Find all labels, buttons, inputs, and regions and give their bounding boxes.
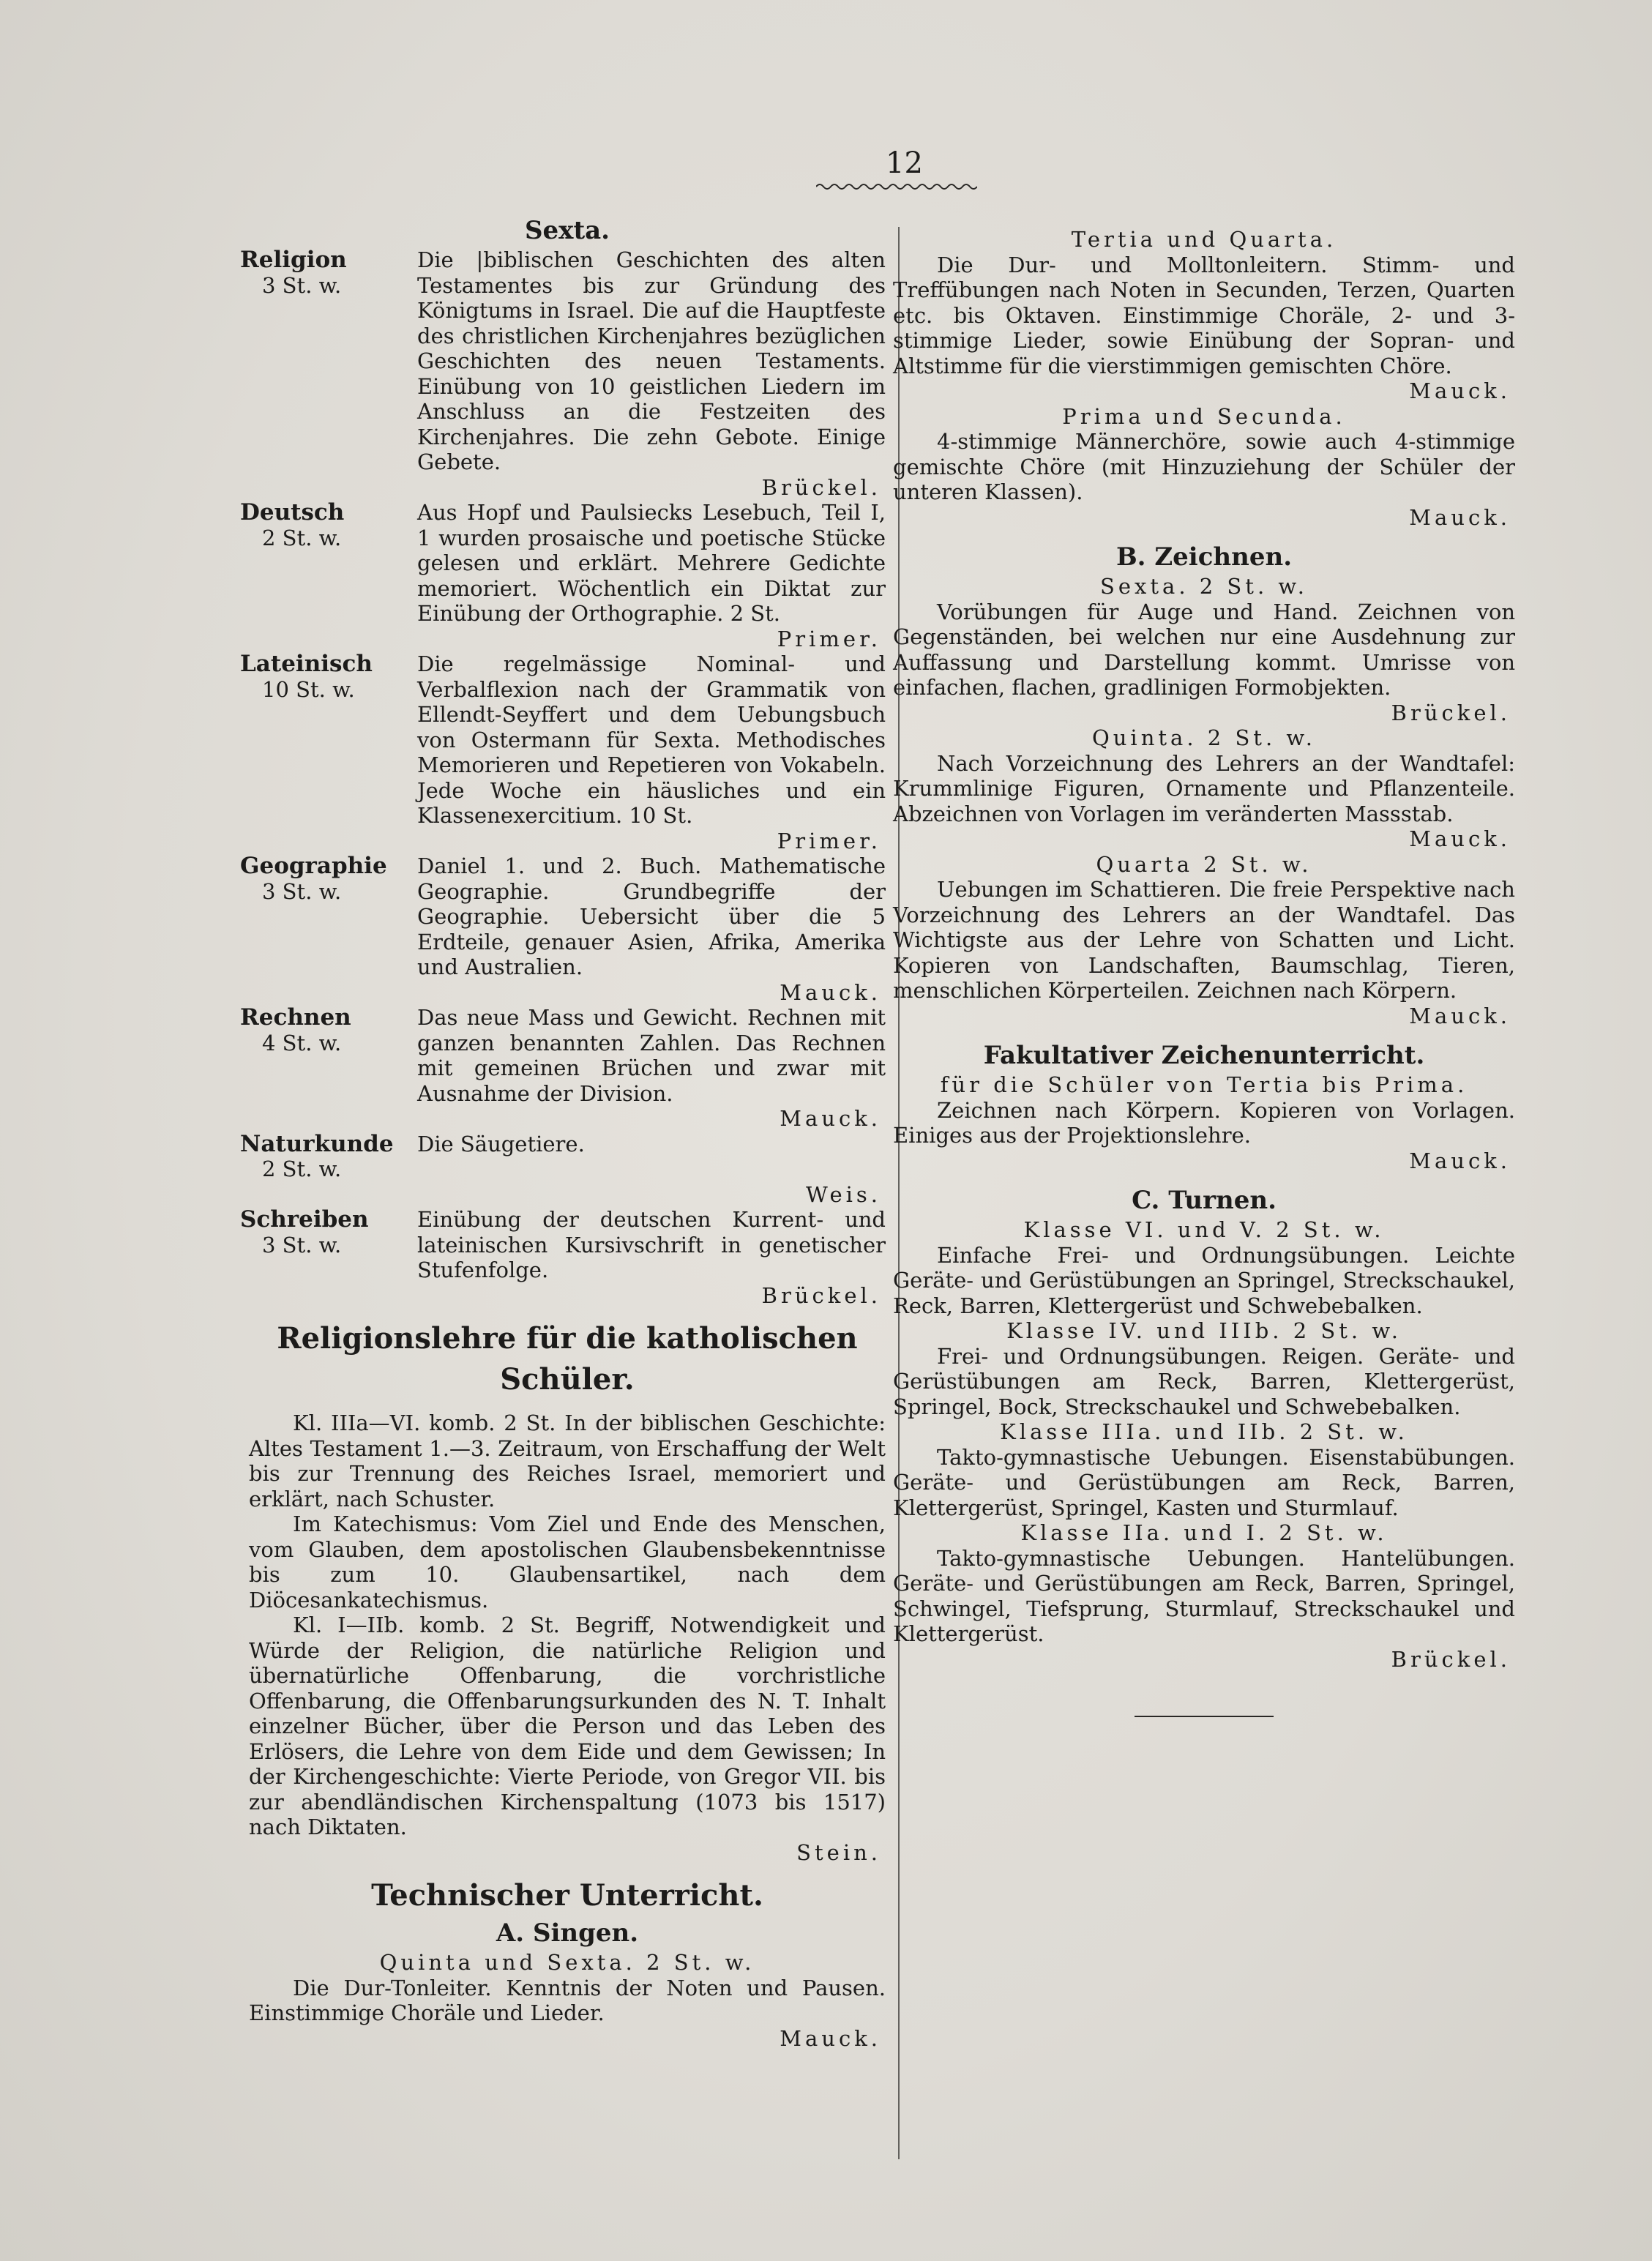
singing-text: Die Dur-Tonleiter. Kenntnis der Noten und Pausen. Einstimmige Choräle und Lieder. xyxy=(249,1975,886,2025)
drawing-quinta-text: Nach Vorzeichnung des Lehrers an der Wandtafel: Krummlinige Figuren, Ornamente und Pflanzenteile. Abzeichnen von Vorlagen im veränderten Massstab. xyxy=(893,750,1515,826)
technical-heading: Technischer Unterricht. xyxy=(371,1878,763,1913)
teacher-signature: Stein. xyxy=(796,1839,881,1865)
left-column xyxy=(240,214,886,2051)
subject-hours: 4 St. w. xyxy=(262,1030,342,1055)
subject-hours: 2 St. w. xyxy=(262,525,342,550)
gym-text: Frei- und Ordnungsübungen. Reigen. Geräte- und Gerüstübungen am Reck, Barren, Klettergerüst, Springel, Bock, Streckschaukel und Schwebebalken. xyxy=(893,1343,1515,1419)
end-rule xyxy=(1135,1716,1274,1717)
subject-name: Lateinisch xyxy=(240,651,373,677)
ornament-squiggle xyxy=(816,182,977,192)
gym-text: Takto-gymnastische Uebungen. Hantelübungen. Geräte- und Gerüstübungen am Reck, Barren, Springel, Schwingel, Tiefsprung, Sturmlauf, Streckschaukel und Klettergerüst. xyxy=(893,1545,1515,1646)
subject-religion xyxy=(240,247,886,475)
subject-name: Deutsch xyxy=(240,499,345,526)
teacher-signature: Mauck. xyxy=(1409,1003,1511,1028)
teacher-signature: Primer. xyxy=(777,828,881,853)
teacher-signature: Mauck. xyxy=(1409,504,1511,530)
teacher-signature: Brückel. xyxy=(1391,1646,1511,1672)
catholic-paragraph: Kl. IIIa—VI. komb. 2 St. In der biblischen Geschichte: Altes Testament 1.—3. Zeitraum, von Erschaffung der Welt bis zur Trennung des Reiches Israel, memoriert und erklärt, nach Schuster. xyxy=(249,1410,886,1511)
catholic-paragraph: Im Katechismus: Vom Ziel und Ende des Menschen, vom Glauben, dem apostolischen Glaubensbekenntnisse bis zum 10. Glaubensartikel, nach dem Diöcesankatechismus. xyxy=(249,1511,886,1612)
prima-subheading: Prima und Secunda. xyxy=(1062,403,1346,429)
subject-name: Religion xyxy=(240,247,347,273)
subject-geographie xyxy=(240,853,886,980)
subject-schreiben xyxy=(240,1206,886,1283)
drawing-quarta-text: Uebungen im Schattieren. Die freie Perspektive nach Vorzeichnung des Lehrers an der Wandtafel. Das Wichtigste aus der Lehre von Schatten und Licht. Kopieren von Landschaften, Baumschlag, Tieren, menschlichen Körperteilen. Zeichnen nach Körpern. xyxy=(893,877,1515,1003)
subject-text: Daniel 1. und 2. Buch. Mathematische Geographie. Grundbegriffe der Geographie. Uebersicht über die 5 Erdteile, genauer Asien, Afrika, Amerika und Australien. xyxy=(417,853,886,979)
gym-subheading: Klasse IIIa. und IIb. 2 St. w. xyxy=(1000,1419,1408,1444)
tertia-text: Die Dur- und Molltonleitern. Stimm- und Treffübungen nach Noten in Secunden, Terzen, Quarten etc. bis Oktaven. Einstimmige Choräle, 2- und 3-stimmige Lieder, sowie Einübung der Sopran- und Altstimme für die vierstimmigen gemischten Chöre. xyxy=(893,252,1515,378)
teacher-signature: Mauck. xyxy=(1409,826,1511,851)
subject-hours: 3 St. w. xyxy=(262,878,342,904)
gym-text: Einfache Frei- und Ordnungsübungen. Leichte Geräte- und Gerüstübungen an Springel, Streckschaukel, Reck, Barren, Klettergerüst und Schwebebalken. xyxy=(893,1242,1515,1318)
subject-deutsch xyxy=(240,499,886,627)
subject-text: Die regelmässige Nominal- und Verbalflexion nach der Grammatik von Ellendt-Seyffert und dem Uebungsbuch von Ostermann für Sexta. Methodisches Memorieren und Repetieren von Vokabeln. Jede Woche ein häusliches und ein Klassenexercitium. 10 St. xyxy=(417,651,886,828)
subject-hours: 10 St. w. xyxy=(262,676,355,702)
subject-rechnen xyxy=(240,1004,886,1106)
subject-name: Naturkunde xyxy=(240,1130,394,1157)
teacher-signature: Mauck. xyxy=(780,979,881,1005)
page-number: 12 xyxy=(886,146,923,180)
teacher-signature: Weis. xyxy=(806,1181,881,1207)
tertia-subheading: Tertia und Quarta. xyxy=(1071,227,1337,252)
subject-hours: 3 St. w. xyxy=(262,1232,342,1257)
gym-subheading: Klasse VI. und V. 2 St. w. xyxy=(1023,1217,1385,1242)
prima-text: 4-stimmige Männerchöre, sowie auch 4-stimmige gemischte Chöre (mit Hinzuziehung der Schüler der unteren Klassen). xyxy=(893,429,1515,504)
subject-name: Geographie xyxy=(240,853,387,879)
subject-name: Schreiben xyxy=(240,1206,369,1233)
drawing-quarta-subheading: Quarta 2 St. w. xyxy=(1096,851,1312,877)
teacher-signature: Primer. xyxy=(777,626,881,651)
catholic-paragraph: Kl. I—IIb. komb. 2 St. Begriff, Notwendigkeit und Würde der Religion, die natürliche Religion und übernatürliche Offenbarung, die vorchristliche Offenbarung, die Offenbarungsurkunden des N. T. Inhalt einzelner Bücher, über die Person und das Leben des Erlösers, die Lehre von dem Eide und dem Gewissen; In der Kirchengeschichte: Vierte Periode, von Gregor VII. bis zur abendländischen Kirchenspaltung (1073 bis 1517) nach Diktaten. xyxy=(249,1612,886,1839)
sexta-heading: Sexta. xyxy=(524,216,610,245)
teacher-signature: Mauck. xyxy=(780,2025,881,2051)
subject-text: Die Säugetiere. xyxy=(417,1131,585,1156)
subject-text: Die |biblischen Geschichten des alten Testamentes bis zur Gründung des Königtums in Israel. Die auf die Hauptfeste des christlichen Kirchenjahres bezüglichen Geschichten des neuen Testaments. Einübung von 10 geistlichen Liedern im Anschluss an die Festzeiten des Kirchenjahres. Die zehn Gebote. Einige Gebete. xyxy=(417,247,886,474)
gym-subheading: Klasse IIa. und I. 2 St. w. xyxy=(1020,1520,1388,1545)
teacher-signature: Mauck. xyxy=(1409,378,1511,403)
subject-text: Aus Hopf und Paulsiecks Lesebuch, Teil I, 1 wurden prosaische und poetische Stücke gelesen und erklärt. Mehrere Gedichte memoriert. Wöchentlich ein Diktat zur Einübung der Orthographie. 2 St. xyxy=(417,500,886,626)
catholic-heading: Religionslehre für die katholischen Schüler. xyxy=(277,1321,858,1397)
teacher-signature: Brückel. xyxy=(1391,700,1511,725)
drawing-sexta-subheading: Sexta. 2 St. w. xyxy=(1100,574,1308,599)
right-column xyxy=(893,227,1515,1717)
optional-drawing-heading: Fakultativer Zeichenunterricht. xyxy=(983,1041,1425,1070)
subject-text: Einübung der deutschen Kurrent- und lateinischen Kursivschrift in genetischer Stufenfolge. xyxy=(417,1207,886,1282)
subject-lateinisch xyxy=(240,651,886,829)
subject-name: Rechnen xyxy=(240,1004,351,1031)
subject-hours: 3 St. w. xyxy=(262,272,342,298)
drawing-quinta-subheading: Quinta. 2 St. w. xyxy=(1091,725,1316,750)
gym-heading: C. Turnen. xyxy=(1132,1186,1277,1215)
teacher-signature: Mauck. xyxy=(1409,1148,1511,1173)
subject-naturkunde xyxy=(240,1130,886,1182)
optional-drawing-subheading: für die Schüler von Tertia bis Prima. xyxy=(940,1072,1468,1097)
singing-subheading: Quinta und Sexta. 2 St. w. xyxy=(379,1950,755,1975)
singing-heading: A. Singen. xyxy=(496,1918,639,1948)
subject-text: Das neue Mass und Gewicht. Rechnen mit ganzen benannten Zahlen. Das Rechnen mit gemeinen Brüchen und zwar mit Ausnahme der Division. xyxy=(417,1005,886,1106)
teacher-signature: Brückel. xyxy=(761,1282,881,1308)
drawing-heading: B. Zeichnen. xyxy=(1115,542,1293,572)
optional-drawing-text: Zeichnen nach Körpern. Kopieren von Vorlagen. Einiges aus der Projektionslehre. xyxy=(893,1097,1515,1148)
teacher-signature: Mauck. xyxy=(780,1106,881,1131)
gym-text: Takto-gymnastische Uebungen. Eisenstabübungen. Geräte- und Gerüstübungen am Reck, Barren, Klettergerüst, Springel, Kasten und Sturmlauf. xyxy=(893,1444,1515,1520)
gym-subheading: Klasse IV. und IIIb. 2 St. w. xyxy=(1006,1318,1402,1343)
drawing-sexta-text: Vorübungen für Auge und Hand. Zeichnen von Gegenständen, bei welchen nur eine Ausdehnung zur Auffassung und Darstellung kommt. Umrisse von einfachen, flachen, gradlinigen Formobjekten. xyxy=(893,599,1515,700)
subject-hours: 2 St. w. xyxy=(262,1156,342,1181)
teacher-signature: Brückel. xyxy=(761,474,881,500)
